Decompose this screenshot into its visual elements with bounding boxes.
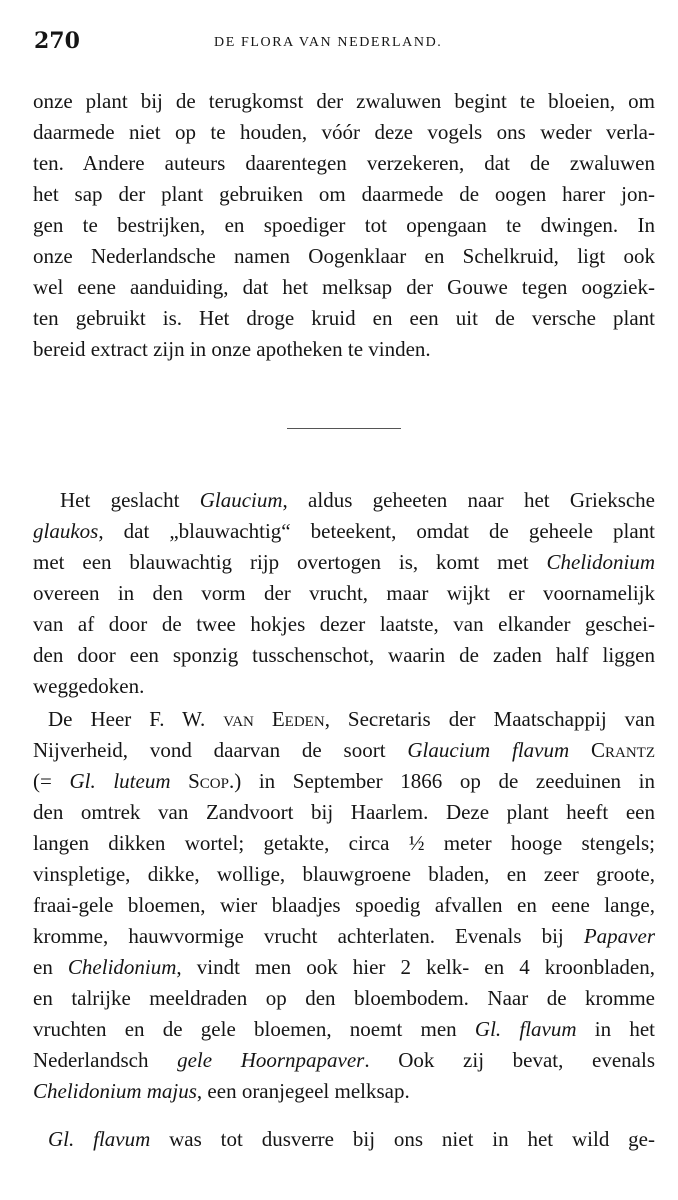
text-line: ten. Andere auteurs daarentegen verzekeren, dat de zwaluwen [33,151,655,175]
text-line: het sap der plant gebruiken om daarmede de oogen harer jon- [33,182,655,206]
text-line: weggedoken. [33,674,145,698]
text-line: onze plant bij de terugkomst der zwaluwen begint te bloeien, om [33,89,655,113]
text-line: van af door de twee hokjes dezer laatste, van elkander geschei- [33,612,655,636]
text-line: en talrijke meeldraden op den bloembodem. Naar de kromme [33,986,655,1010]
text-line: kromme, hauwvormige vrucht achterlaten. Evenals bij Papaver [33,924,655,948]
text-line: Chelidonium majus, een oranjegeel melksap. [33,1079,410,1103]
text-line: glaukos, dat „blauwachtig“ beteekent, omdat de geheele plant [33,519,655,543]
text-line: den omtrek van Zandvoort bij Haarlem. Deze plant heeft een [33,800,655,824]
page-header [34,28,660,58]
text-line: met een blauwachtig rijp overtogen is, komt met Chelidonium [33,550,655,574]
text-line: vinspletige, dikke, wollige, blauwgroene bladen, en zeer groote, [33,862,655,886]
text-line: overeen in den vorm der vrucht, maar wijkt er voornamelijk [33,581,655,605]
text-line: en Chelidonium, vindt men ook hier 2 kelk- en 4 kroonbladen, [33,955,655,979]
running-title: DE FLORA VAN NEDERLAND. [214,35,443,50]
text-line: fraai-gele bloemen, wier blaadjes spoedig afvallen en eene lange, [33,893,655,917]
text-line: langen dikken wortel; getakte, circa ½ meter hooge stengels; [33,831,655,855]
text-line: Nijverheid, vond daarvan de soort Glaucium flavum Crantz [33,738,655,762]
text-line: den door een sponzig tusschenschot, waarin de zaden half liggen [33,643,655,667]
text-line: Gl. flavum was tot dusverre bij ons niet in het wild ge- [48,1127,656,1151]
text-line: daarmede niet op te houden, vóór deze vogels ons weder verla- [33,120,655,144]
text-line: ten gebruikt is. Het droge kruid en een uit de versche plant [33,306,655,330]
text-line: De Heer F. W. van Eeden, Secretaris der Maatschappij van [48,707,655,731]
page-number: 270 [34,28,80,54]
text-line: Nederlandsch gele Hoornpapaver. Ook zij bevat, evenals [33,1048,655,1072]
text-line: bereid extract zijn in onze apotheken te vinden. [33,337,431,361]
text-line: (= Gl. luteum Scop.) in September 1866 op de zeeduinen in [33,769,656,793]
text-line: gen te bestrijken, en spoediger tot opengaan te dwingen. In [33,213,655,237]
text-line: vruchten en de gele bloemen, noemt men Gl. flavum in het [33,1017,655,1041]
text-line: onze Nederlandsche namen Oogenklaar en Schelkruid, ligt ook [33,244,655,268]
section-divider [287,428,401,429]
text-line: wel eene aanduiding, dat het melksap der Gouwe tegen oogziek- [33,275,655,299]
text-line: Het geslacht Glaucium, aldus geheeten naar het Grieksche [60,488,656,512]
